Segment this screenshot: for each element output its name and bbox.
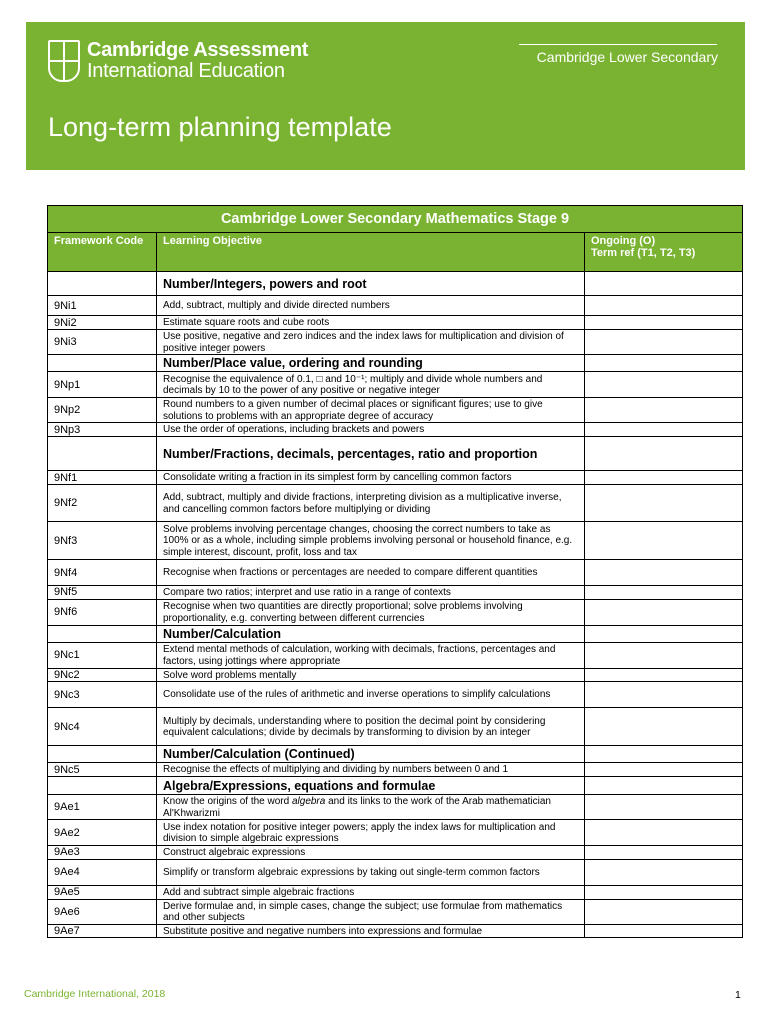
- term-ref-cell: [585, 746, 743, 763]
- org-name-line1: Cambridge Assessment: [87, 39, 309, 61]
- table-row: [48, 682, 743, 708]
- term-ref-cell: [585, 708, 743, 746]
- table-row: [48, 668, 743, 682]
- table-row: [48, 846, 743, 860]
- term-ref-cell: [585, 682, 743, 708]
- learning-objective: Use positive, negative and zero indices and the index laws for multiplication and division of positive integer powers: [157, 330, 585, 355]
- term-ref-cell: [585, 763, 743, 777]
- section-heading: Number/Calculation (Continued): [157, 746, 585, 763]
- table-row: [48, 924, 743, 938]
- org-name: [87, 40, 308, 82]
- table-row: [48, 560, 743, 586]
- term-ref-cell: [585, 859, 743, 885]
- term-ref-cell: [585, 522, 743, 560]
- table-row: [48, 599, 743, 625]
- learning-objective: Add, subtract, multiply and divide directed numbers: [157, 296, 585, 316]
- framework-code: 9Nf3: [48, 522, 157, 560]
- learning-objective: Consolidate use of the rules of arithmetic and inverse operations to simplify calculations: [157, 682, 585, 708]
- learning-objective: Solve word problems mentally: [157, 668, 585, 682]
- framework-code: 9Np2: [48, 398, 157, 423]
- term-ref-cell: [585, 330, 743, 355]
- framework-code: 9Ae2: [48, 820, 157, 846]
- framework-code: 9Nf4: [48, 560, 157, 586]
- section-heading: Number/Place value, ordering and rounding: [157, 355, 585, 372]
- framework-code: 9Nc5: [48, 763, 157, 777]
- learning-objective: Round numbers to a given number of decimal places or significant figures; use to give solutions to problems with an appropriate degree of accuracy: [157, 398, 585, 423]
- program-name: Cambridge Lower Secondary: [536, 49, 718, 65]
- learning-objective: Estimate square roots and cube roots: [157, 316, 585, 330]
- framework-code: 9Np1: [48, 372, 157, 398]
- learning-objective: Recognise when two quantities are directly proportional; solve problems involving proportionality, e.g. converting between different currencies: [157, 599, 585, 625]
- column-header-term-text: Ongoing (O) Term ref (T1, T2, T3): [591, 235, 696, 259]
- table-row: [48, 795, 743, 820]
- term-ref-cell: [585, 296, 743, 316]
- column-header-objective-text: Learning Objective: [163, 235, 263, 247]
- term-ref-cell: [585, 471, 743, 485]
- framework-code: [48, 746, 157, 763]
- term-ref-cell: [585, 560, 743, 586]
- framework-code: 9Np3: [48, 423, 157, 437]
- column-header-term: [585, 233, 743, 272]
- column-header-code: [48, 233, 157, 272]
- header-banner: [26, 22, 745, 170]
- section-row: [48, 746, 743, 763]
- cambridge-shield-icon: [48, 40, 80, 82]
- learning-objective: Recognise when fractions or percentages are needed to compare different quantities: [157, 560, 585, 586]
- framework-code: 9Ni1: [48, 296, 157, 316]
- section-heading: Number/Integers, powers and root: [157, 272, 585, 296]
- framework-code: 9Ni3: [48, 330, 157, 355]
- table-row: [48, 423, 743, 437]
- header-divider: [519, 44, 717, 45]
- learning-objective: Consolidate writing a fraction in its simplest form by cancelling common factors: [157, 471, 585, 485]
- learning-objective: Derive formulae and, in simple cases, change the subject; use formulae from mathematics and other subjects: [157, 899, 585, 924]
- section-heading: Number/Fractions, decimals, percentages, ratio and proportion: [157, 437, 585, 471]
- term-ref-cell: [585, 668, 743, 682]
- term-ref-cell: [585, 485, 743, 522]
- term-ref-cell: [585, 272, 743, 296]
- section-heading: Algebra/Expressions, equations and formulae: [157, 777, 585, 795]
- table-row: [48, 586, 743, 600]
- table-row: [48, 885, 743, 899]
- term-ref-cell: [585, 846, 743, 860]
- learning-objective: Solve problems involving percentage changes, choosing the correct numbers to take as 100% or as a whole, including simple problems involving personal or household finance, e.g. simple interest, discount, profit, loss and tax: [157, 522, 585, 560]
- table-row: [48, 296, 743, 316]
- section-row: [48, 437, 743, 471]
- learning-objective: Substitute positive and negative numbers into expressions and formulae: [157, 924, 585, 938]
- section-heading: Number/Calculation: [157, 625, 585, 642]
- table-header-row: [48, 233, 743, 272]
- term-ref-cell: [585, 398, 743, 423]
- learning-objective: Add, subtract, multiply and divide fractions, interpreting division as a multiplicative inverse, and cancelling common factors before multiplying or dividing: [157, 485, 585, 522]
- framework-code: [48, 355, 157, 372]
- org-name-line2: International Education: [87, 60, 285, 82]
- learning-objective: Extend mental methods of calculation, working with decimals, fractions, percentages and factors, using jottings where appropriate: [157, 642, 585, 668]
- table-row: [48, 471, 743, 485]
- emphasis-algebra: algebra: [291, 796, 326, 807]
- framework-code: 9Nc4: [48, 708, 157, 746]
- framework-code: 9Ae7: [48, 924, 157, 938]
- framework-code: 9Nc3: [48, 682, 157, 708]
- table-row: [48, 485, 743, 522]
- learning-objective: Recognise the equivalence of 0.1, □ and 10⁻¹; multiply and divide whole numbers and decimals by 10 to the power of any positive or negative integer: [157, 372, 585, 398]
- term-ref-cell: [585, 355, 743, 372]
- table-row: [48, 859, 743, 885]
- table-row: [48, 708, 743, 746]
- learning-objective: Construct algebraic expressions: [157, 846, 585, 860]
- learning-objective: Use index notation for positive integer powers; apply the index laws for multiplication and division to simple algebraic expressions: [157, 820, 585, 846]
- framework-code: 9Nf1: [48, 471, 157, 485]
- table-row: [48, 372, 743, 398]
- framework-code: 9Ae4: [48, 859, 157, 885]
- table-row: [48, 820, 743, 846]
- framework-code: 9Nf5: [48, 586, 157, 600]
- framework-code: 9Ni2: [48, 316, 157, 330]
- column-header-objective: [157, 233, 585, 272]
- framework-code: 9Nc2: [48, 668, 157, 682]
- learning-objective: Know the origins of the word algebra and its links to the work of the Arab mathematician Al'Khwarizmi: [157, 795, 585, 820]
- table-row: [48, 316, 743, 330]
- term-ref-cell: [585, 885, 743, 899]
- table-row: [48, 642, 743, 668]
- footer-copyright: Cambridge International, 2018: [24, 988, 166, 1000]
- term-ref-cell: [585, 924, 743, 938]
- section-row: [48, 777, 743, 795]
- term-ref-cell: [585, 599, 743, 625]
- table-row: [48, 522, 743, 560]
- term-ref-cell: [585, 777, 743, 795]
- table-row: [48, 398, 743, 423]
- framework-code: 9Nf2: [48, 485, 157, 522]
- learning-objective: Multiply by decimals, understanding where to position the decimal point by considering equivalent calculations; divide by decimals by transforming to division by an integer: [157, 708, 585, 746]
- framework-code: [48, 625, 157, 642]
- learning-objective: Add and subtract simple algebraic fractions: [157, 885, 585, 899]
- section-row: [48, 272, 743, 296]
- framework-code: [48, 272, 157, 296]
- framework-code: [48, 777, 157, 795]
- framework-code: 9Ae5: [48, 885, 157, 899]
- table-row: [48, 763, 743, 777]
- section-row: [48, 625, 743, 642]
- learning-objective: Simplify or transform algebraic expressions by taking out single-term common factors: [157, 859, 585, 885]
- framework-code: 9Ae6: [48, 899, 157, 924]
- framework-code: 9Nc1: [48, 642, 157, 668]
- table-title: Cambridge Lower Secondary Mathematics Stage 9: [48, 206, 743, 233]
- learning-objective: Use the order of operations, including brackets and powers: [157, 423, 585, 437]
- term-ref-cell: [585, 423, 743, 437]
- section-row: [48, 355, 743, 372]
- learning-objective: Compare two ratios; interpret and use ratio in a range of contexts: [157, 586, 585, 600]
- learning-objective: Recognise the effects of multiplying and dividing by numbers between 0 and 1: [157, 763, 585, 777]
- framework-code: 9Ae1: [48, 795, 157, 820]
- term-ref-cell: [585, 316, 743, 330]
- term-ref-cell: [585, 372, 743, 398]
- logo: [48, 40, 308, 82]
- term-ref-cell: [585, 625, 743, 642]
- table-title-row: [48, 206, 743, 233]
- term-ref-cell: [585, 820, 743, 846]
- page-title: Long-term planning template: [48, 112, 392, 142]
- table-row: [48, 330, 743, 355]
- term-ref-cell: [585, 437, 743, 471]
- term-ref-cell: [585, 586, 743, 600]
- term-ref-cell: [585, 899, 743, 924]
- term-ref-cell: [585, 642, 743, 668]
- planning-table: [47, 205, 743, 938]
- framework-code: [48, 437, 157, 471]
- framework-code: 9Nf6: [48, 599, 157, 625]
- framework-code: 9Ae3: [48, 846, 157, 860]
- column-header-code-text: Framework Code: [54, 235, 144, 247]
- term-ref-cell: [585, 795, 743, 820]
- page-number: 1: [735, 989, 741, 1001]
- table-row: [48, 899, 743, 924]
